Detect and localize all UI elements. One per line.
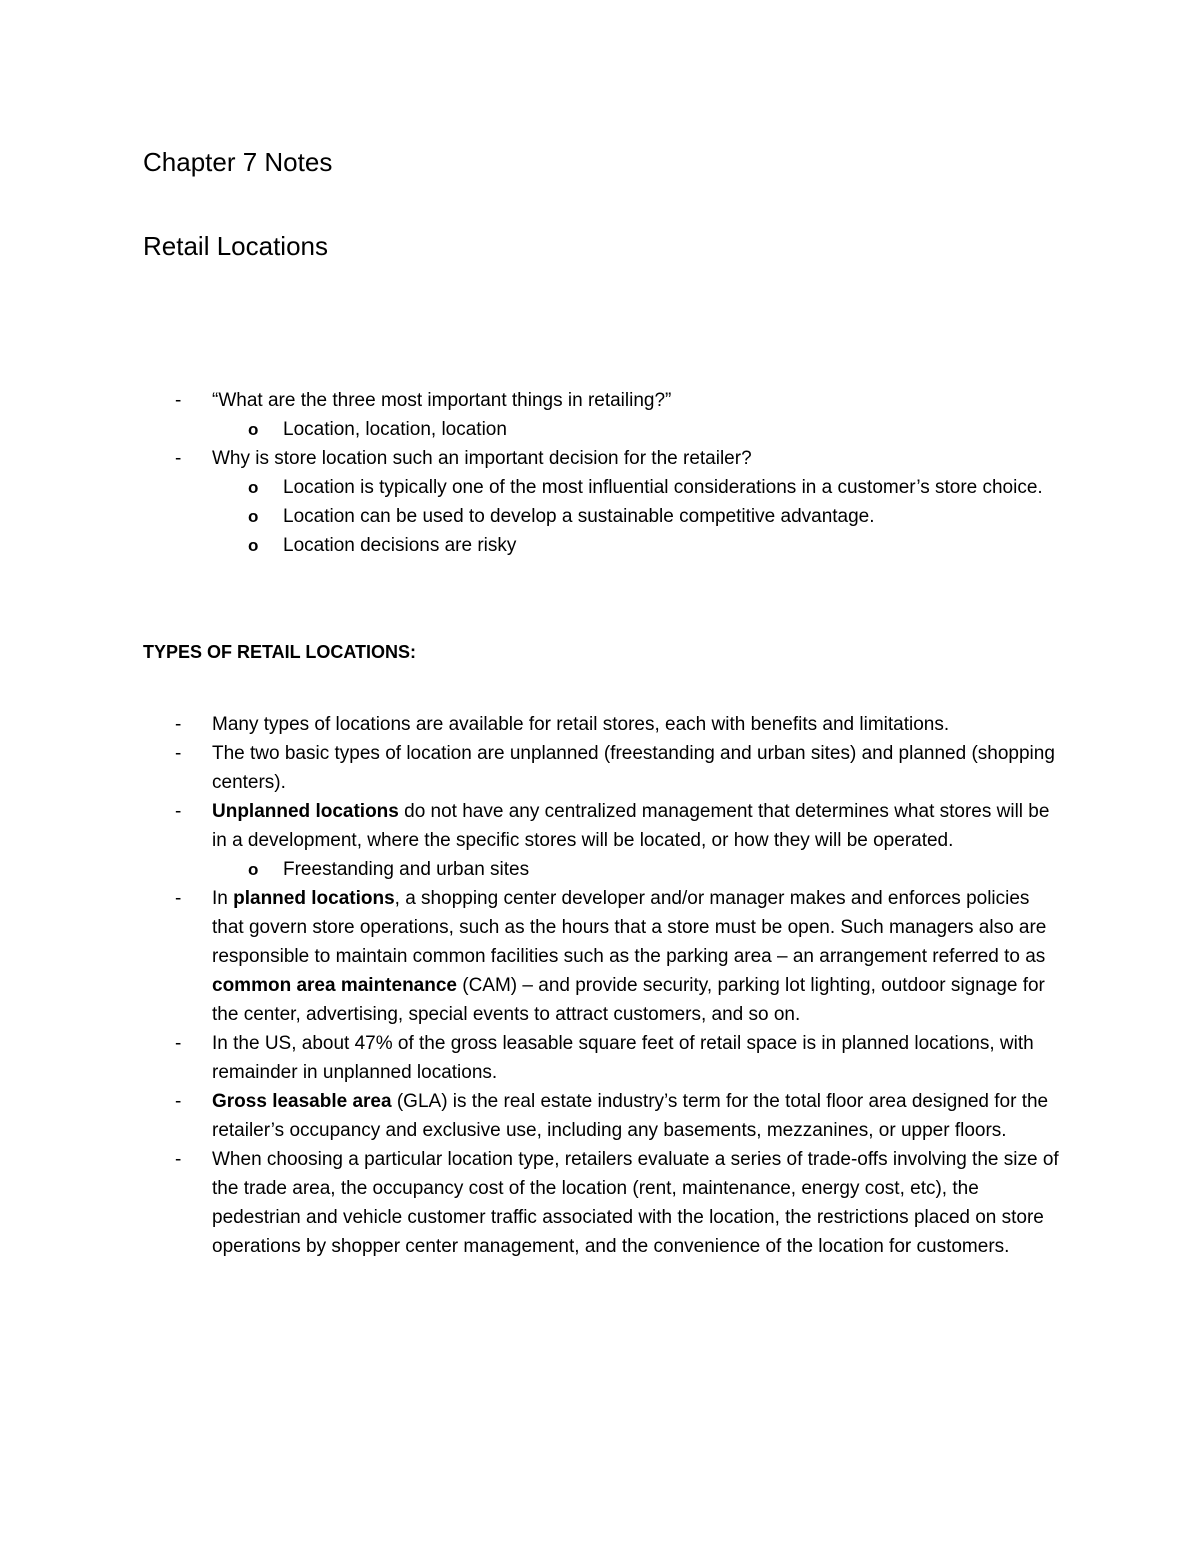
item-text	[212, 801, 1049, 851]
item-text-rest: do not have any centralized management that determines what stores will be in a development, where the specific stores will be located, or how they will be operated.	[212, 801, 1050, 851]
term-planned-locations: planned locations	[233, 888, 395, 909]
circle-bullet: o	[248, 507, 259, 526]
item-text	[212, 1091, 1048, 1141]
item-text: When choosing a particular location type, retailers evaluate a series of trade-offs involving the size of the trade area, the occupancy cost of the location (rent, maintenance, energy cost, etc), the pedestrian and vehicle customer traffic associated with the location, the restrictions placed on store operations by shopper center management, and the convenience of the location for customers.	[212, 1149, 1059, 1257]
list-item	[0, 444, 1200, 473]
list-item	[0, 1087, 1200, 1145]
dash-bullet: -	[175, 714, 182, 735]
term-gross-leasable-area: Gross leasable area	[212, 1091, 392, 1112]
item-text-rest: (GLA) is the real estate industry’s term for the total floor area designed for the retailer’s occupancy and exclusive use, including any basements, mezzanines, or upper floors.	[212, 1091, 1049, 1141]
list-item	[0, 386, 1200, 415]
sub-list-item	[0, 415, 1200, 444]
sub-list-item	[0, 855, 1200, 884]
circle-bullet: o	[248, 478, 259, 497]
list-item	[0, 884, 1200, 1029]
list-item	[0, 739, 1200, 797]
list-item	[0, 797, 1200, 855]
chapter-title: Chapter 7 Notes	[143, 147, 333, 177]
intro-list	[0, 386, 1200, 560]
item-text: Location decisions are risky	[283, 535, 517, 556]
item-text: The two basic types of location are unplanned (freestanding and urban sites) and planned (shopping centers).	[212, 743, 1055, 793]
item-text	[212, 888, 1046, 1025]
sub-list-item	[0, 502, 1200, 531]
item-text: Why is store location such an important decision for the retailer?	[212, 448, 752, 469]
dash-bullet: -	[175, 743, 182, 764]
item-text: Many types of locations are available for retail stores, each with benefits and limitations.	[212, 714, 950, 735]
dash-bullet: -	[175, 390, 182, 411]
dash-bullet: -	[175, 448, 182, 469]
circle-bullet: o	[248, 536, 259, 555]
topic-title: Retail Locations	[143, 231, 328, 261]
list-item	[0, 710, 1200, 739]
sub-list-item	[0, 473, 1200, 502]
item-text-part: (CAM) – and provide security, parking lot lighting, outdoor signage for the center, advertising, special events to attract customers, and so on.	[212, 975, 1045, 1025]
term-unplanned-locations: Unplanned locations	[212, 801, 399, 822]
item-text: Location, location, location	[283, 419, 507, 440]
sub-list-item	[0, 531, 1200, 560]
dash-bullet: -	[175, 888, 182, 909]
item-text: Location is typically one of the most influential considerations in a customer’s store choice.	[283, 477, 1043, 498]
dash-bullet: -	[175, 1033, 182, 1054]
item-text-part: In	[212, 888, 234, 909]
dash-bullet: -	[175, 1149, 182, 1170]
dash-bullet: -	[175, 801, 182, 822]
item-text: Freestanding and urban sites	[283, 859, 530, 880]
types-list	[0, 710, 1200, 1261]
dash-bullet: -	[175, 1091, 182, 1112]
circle-bullet: o	[248, 420, 259, 439]
list-item	[0, 1145, 1200, 1261]
term-common-area-maintenance: common area maintenance	[212, 975, 457, 996]
circle-bullet: o	[248, 860, 259, 879]
list-item	[0, 1029, 1200, 1087]
item-text: “What are the three most important things in retailing?”	[212, 390, 672, 411]
item-text-part: , a shopping center developer and/or manager makes and enforces policies that govern store operations, such as the hours that a store must be open. Such managers also are responsible to maintain common facilities such as the parking area – an arrangement referred to as	[212, 888, 1047, 967]
item-text: In the US, about 47% of the gross leasable square feet of retail space is in planned locations, with remainder in unplanned locations.	[212, 1033, 1034, 1083]
section-title: TYPES OF RETAIL LOCATIONS:	[143, 642, 417, 662]
item-text: Location can be used to develop a sustainable competitive advantage.	[283, 506, 875, 527]
